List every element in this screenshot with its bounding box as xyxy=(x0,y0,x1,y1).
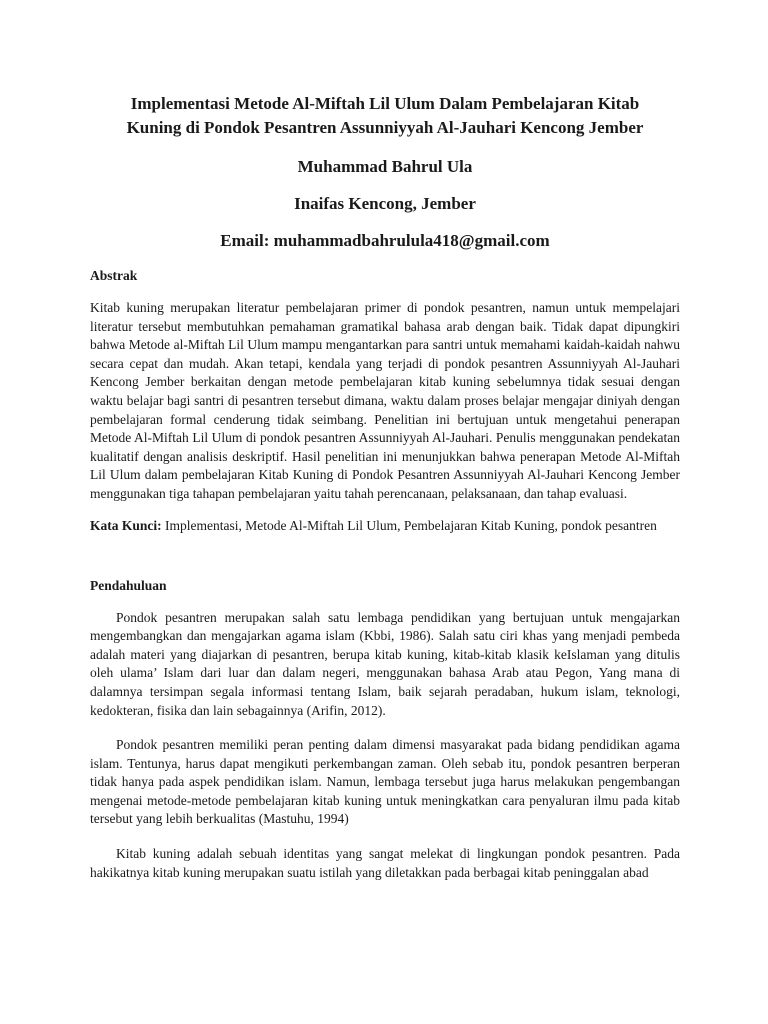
keywords-text: Implementasi, Metode Al-Miftah Lil Ulum, Pembelajaran Kitab Kuning, pondok pesantren xyxy=(161,517,657,533)
title-line-2: Kuning di Pondok Pesantren Assunniyyah Al-Jauhari Kencong Jember xyxy=(126,118,644,137)
paper-title xyxy=(90,92,680,140)
author-email: Email: muhammadbahrulula418@gmail.com xyxy=(220,231,550,250)
introduction-heading: Pendahuluan xyxy=(90,577,167,593)
intro-paragraph-3: Kitab kuning adalah sebuah identitas yang sangat melekat di lingkungan pondok pesantren. Pada hakikatnya kitab kuning merupakan suatu istilah yang diletakkan pada berbagai kitab peninggalan abad xyxy=(90,846,680,880)
author-affiliation: Inaifas Kencong, Jember xyxy=(294,194,476,213)
abstract-text: Kitab kuning merupakan literatur pembelajaran primer di pondok pesantren, namun untuk mempelajari literatur tersebut membutuhkan pemahaman gramatikal bahasa arab dengan baik. Tidak dapat dipungkiri bahwa Metode al-Miftah Lil Ulum mampu mengantarkan para santri untuk memahami kaidah-kaidah nahwu secara cepat dan mudah. Akan tetapi, kendala yang terjadi di pondok pesantren Assunniyyah Al-Jauhari Kencong Jember berkaitan dengan metode pembelajaran kitab kuning sebelumnya tidak sesuai dengan waktu belajar bagi santri di pesantren tersebut dimana, waktu dalam proses belajar mengajar diniyah dengan pembelajaran formal cenderung tidak seimbang. Penelitian ini bertujuan untuk mengetahui penerapan Metode Al-Miftah Lil Ulum di pondok pesantren Assunniyyah Al-Jauhari. Penulis menggunakan pendekatan kualitatif dengan analisis deskriptif. Hasil penelitian ini menunjukkan bahwa penerapan Metode Al-Miftah Lil Ulum dalam pembelajaran Kitab Kuning di Pondok Pesantren Assunniyyah Al-Jauhari Kencong Jember menggunakan tiga tahapan pembelajaran yaitu tahah perencanaan, pelaksanaan, dan tahap evaluasi. xyxy=(90,300,680,501)
intro-paragraph-2: Pondok pesantren memiliki peran penting dalam dimensi masyarakat pada bidang pendidikan agama islam. Tentunya, harus dapat mengikuti perkembangan zaman. Oleh sebab itu, pondok pesantren berperan tidak hanya pada aspek pendidikan islam. Namun, lembaga tersebut juga harus melakukan pengembangan mengenai metode-metode pembelajaran kitab kuning untuk meningkatkan cara penyaluran ilmu pada kitab tersebut yang lebih berkualitas (Mastuhu, 1994) xyxy=(90,737,680,827)
intro-paragraph-1: Pondok pesantren merupakan salah satu lembaga pendidikan yang bertujuan untuk mengajarkan mengembangkan dan mengajarkan agama islam (Kbbi, 1986). Salah satu ciri khas yang menjadi pembeda adalah materi yang diajarkan di pesantren, berupa kitab kuning, kitab-kitab klasik keIslaman yang ditulis oleh ulama’ Islam dari luar dan dalam negeri, menggunakan bahasa Arab atau Pegon, Yang mana di dalamnya tersimpan segala informasi tentang Islam, baik sejarah peradaban, hukum islam, teknologi, kedokteran, fisika dan lain sebagainnya (Arifin, 2012). xyxy=(90,609,680,718)
keywords-label: Kata Kunci: xyxy=(90,517,162,533)
abstract-heading: Abstrak xyxy=(90,268,138,283)
author-name: Muhammad Bahrul Ula xyxy=(297,157,473,176)
title-line-1: Implementasi Metode Al-Miftah Lil Ulum Dalam Pembelajaran Kitab xyxy=(130,94,640,113)
keywords xyxy=(90,517,680,535)
